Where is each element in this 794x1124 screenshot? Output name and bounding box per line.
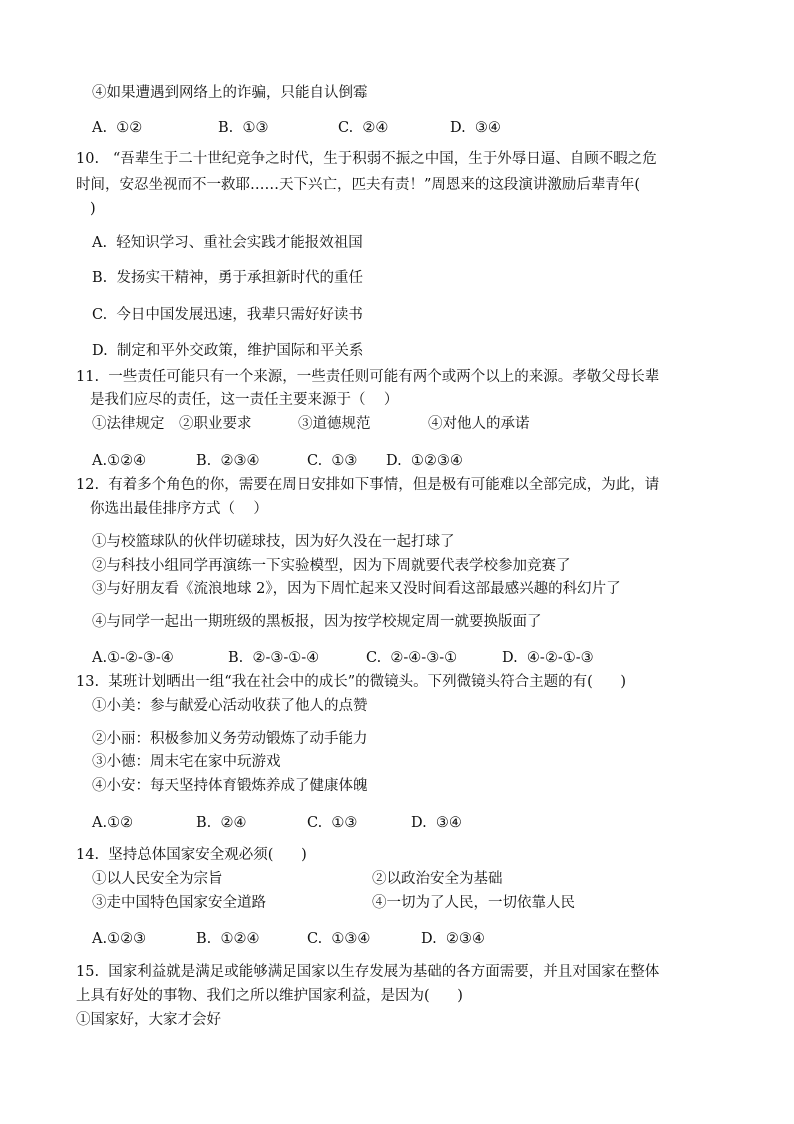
q15-stem-line-1: 15. 国家利益就是满足或能够满足国家以生存发展为基础的各方面需要，并且对国家在整体 bbox=[76, 964, 660, 980]
q11-stem-line-2: 是我们应尽的责任，这一责任主要来源于（ ） bbox=[90, 392, 399, 408]
q10-option-c: C. 今日中国发展迅速，我辈只需好好读书 bbox=[92, 307, 363, 323]
q13-option-b: B. ②④ bbox=[196, 815, 247, 831]
q12-item-3: ③与好朋友看《流浪地球 2》，因为下周忙起来又没时间看这部最感兴趣的科幻片了 bbox=[92, 581, 621, 597]
q11-item-2: ②职业要求 bbox=[179, 416, 252, 432]
q13-item-2: ②小丽：积极参加义务劳动锻炼了动手能力 bbox=[92, 731, 368, 747]
q14-item-2: ②以政治安全为基础 bbox=[372, 871, 503, 887]
q13-option-a: A.①② bbox=[92, 815, 134, 831]
q13-stem-line-1: 13. 某班计划晒出一组“我在社会中的成长”的微镜头。下列微镜头符合主题的有( ) bbox=[76, 674, 627, 690]
q12-stem-line-2: 你选出最佳排序方式（ ） bbox=[90, 501, 268, 517]
q11-options bbox=[92, 451, 652, 471]
q14-item-4: ④一切为了人民，一切依靠人民 bbox=[372, 895, 575, 911]
q11-stem-line-1: 11. 一些责任可能只有一个来源，一些责任则可能有两个或两个以上的来源。孝敬父母长辈 bbox=[76, 369, 660, 385]
q15-stem-line-2: 上具有好处的事物、我们之所以维护国家利益，是因为( ) bbox=[76, 988, 463, 1004]
q14-item-1: ①以人民安全为宗旨 bbox=[92, 871, 223, 887]
q12-item-2: ②与科技小组同学再演练一下实验模型，因为下周就要代表学校参加竞赛了 bbox=[92, 558, 571, 574]
q10-stem-line-2: 时间，安忍坐视而不一救耶……天下兴亡，匹夫有责！”周恩来的这段演讲激励后辈青年( bbox=[76, 177, 641, 193]
q14-options bbox=[92, 929, 652, 949]
q10-option-a: A. 轻知识学习、重社会实践才能报效祖国 bbox=[92, 235, 363, 251]
q14-option-b: B. ①②④ bbox=[196, 931, 260, 947]
q10-option-b: B. 发扬实干精神，勇于承担新时代的重任 bbox=[92, 270, 363, 286]
q13-item-1: ①小美：参与献爱心活动收获了他人的点赞 bbox=[92, 698, 368, 714]
q9-option-b: B. ①③ bbox=[218, 120, 269, 136]
q12-item-1: ①与校篮球队的伙伴切磋球技，因为好久没在一起打球了 bbox=[92, 534, 455, 550]
q11-item-1: ①法律规定 bbox=[92, 416, 165, 432]
q12-option-b: B. ②-③-①-④ bbox=[228, 650, 320, 666]
q11-option-a: A.①②④ bbox=[92, 453, 147, 469]
q13-options bbox=[92, 813, 652, 833]
q10-option-d: D. 制定和平外交政策，维护国际和平关系 bbox=[92, 343, 364, 359]
q11-option-c: C. ①③ bbox=[307, 453, 358, 469]
q11-item-4: ④对他人的承诺 bbox=[428, 416, 530, 432]
q14-item-3: ③走中国特色国家安全道路 bbox=[92, 895, 266, 911]
q9-item-4: ④如果遭遇到网络上的诈骗，只能自认倒霉 bbox=[92, 85, 368, 101]
q14-stem-line-1: 14. 坚持总体国家安全观必须( ) bbox=[76, 847, 307, 863]
q12-option-a: A.①-②-③-④ bbox=[92, 650, 174, 666]
q9-option-a: A. ①② bbox=[92, 120, 143, 136]
q9-option-d: D. ③④ bbox=[450, 120, 501, 136]
q11-option-d: D. ①②③④ bbox=[386, 453, 463, 469]
q14-option-a: A.①②③ bbox=[92, 931, 147, 947]
q11-item-3: ③道德规范 bbox=[298, 416, 371, 432]
q10-stem-line-1: 10. “吾辈生于二十世纪竞争之时代，生于积弱不振之中国，生于外辱日逼、自顾不暇之危 bbox=[76, 151, 657, 167]
q12-option-c: C. ②-④-③-① bbox=[366, 650, 458, 666]
q13-option-d: D. ③④ bbox=[411, 815, 462, 831]
q12-item-4: ④与同学一起出一期班级的黑板报，因为按学校规定周一就要换版面了 bbox=[92, 614, 542, 630]
q13-option-c: C. ①③ bbox=[307, 815, 358, 831]
q12-options bbox=[92, 648, 652, 668]
q9-options bbox=[92, 118, 592, 138]
q13-item-3: ③小德：周末宅在家中玩游戏 bbox=[92, 754, 281, 770]
q14-option-d: D. ②③④ bbox=[421, 931, 485, 947]
q10-stem-line-3: ) bbox=[90, 201, 96, 217]
q12-stem-line-1: 12. 有着多个角色的你，需要在周日安排如下事情，但是极有可能难以全部完成，为此，请 bbox=[76, 477, 660, 493]
q14-option-c: C. ①③④ bbox=[307, 931, 371, 947]
q13-item-4: ④小安：每天坚持体育锻炼养成了健康体魄 bbox=[92, 778, 368, 794]
q11-items bbox=[92, 414, 652, 434]
q9-option-c: C. ②④ bbox=[338, 120, 389, 136]
q12-option-d: D. ④-②-①-③ bbox=[502, 650, 594, 666]
q15-item-1: ①国家好，大家才会好 bbox=[76, 1012, 221, 1028]
q11-option-b: B. ②③④ bbox=[196, 453, 260, 469]
